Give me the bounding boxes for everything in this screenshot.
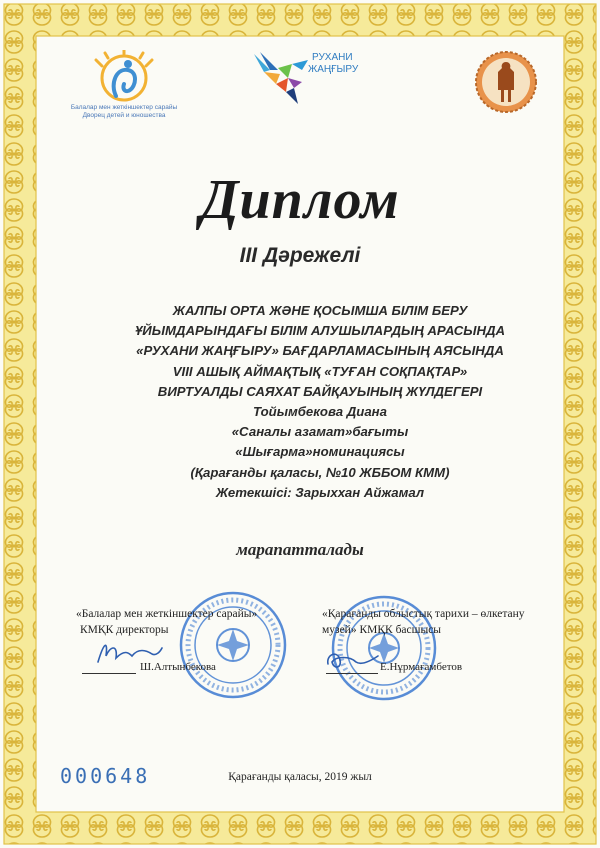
diploma-body: [120, 301, 520, 503]
recipient-name: Тойымбекова Диана: [253, 404, 387, 420]
right-org-line1: «Қарағанды облыстық тарихи – өлкетану: [322, 608, 525, 620]
right-signatory-name: Е.Нұрмағамбетов: [380, 661, 463, 673]
body-line: (Қарағанды қаласы, №10 ЖББОМ КММ): [190, 464, 450, 480]
right-handwritten-signature: [322, 644, 382, 674]
rukhani-logo-text: [300, 52, 360, 76]
body-line: VIII АШЫҚ АЙМАҚТЫҚ «ТУҒАН СОҚПАҚТАР»: [172, 363, 468, 379]
palace-logo-caption: [58, 104, 190, 120]
left-signature-line: [82, 673, 136, 674]
supervisor-line: Жетекшісі: Зарыххан Айжамал: [215, 484, 425, 500]
left-org-line1: «Балалар мен жеткіншектер сарайы»: [76, 608, 258, 620]
serial-number: 000648: [60, 764, 151, 788]
left-signatory-name: Ш.Алтынбекова: [140, 661, 216, 673]
right-org-line2: музей» КМҚК басшысы: [322, 624, 442, 636]
body-line: «РУХАНИ ЖАҢҒЫРУ» БАҒДАРЛАМАСЫНЫҢ АЯСЫНДА: [136, 343, 504, 359]
body-line: ЖАЛПЫ ОРТА ЖӘНЕ ҚОСЫМША БІЛІМ БЕРУ: [172, 303, 468, 318]
award-text: марапатталады: [236, 540, 364, 559]
palace-caption-line2: Дворец детей и юношества: [82, 112, 166, 119]
palace-caption-line1: Балалар мен жеткіншектер сарайы: [70, 104, 178, 111]
right-signature-line: [326, 673, 378, 674]
left-org-line2: КМҚК директоры: [80, 624, 169, 636]
rukhani-text-line1: РУХАНИ: [312, 52, 353, 63]
city-year: Қарағанды қаласы, 2019 жыл: [228, 771, 372, 783]
body-line: «Саналы азамат»бағыты: [231, 424, 409, 440]
diploma-title: Диплом: [200, 169, 400, 231]
body-line: ҰЙЫМДАРЫНДАҒЫ БІЛІМ АЛУШЫЛАРДЫҢ АРАСЫНДА: [134, 323, 506, 339]
body-line: «Шығарма»номинациясы: [235, 444, 405, 460]
museum-emblem-icon: [474, 50, 538, 114]
body-line: ВИРТУАЛДЫ САЯХАТ БАЙҚАУЫНЫҢ ЖҮЛДЕГЕРІ: [157, 383, 483, 399]
left-signatory-title: [76, 606, 296, 638]
degree-label: III Дәрежелі: [239, 244, 361, 267]
rukhani-text-line2: ЖАҢҒЫРУ: [308, 64, 359, 75]
right-signatory-title: [322, 606, 572, 638]
palace-logo-icon: [72, 50, 176, 102]
